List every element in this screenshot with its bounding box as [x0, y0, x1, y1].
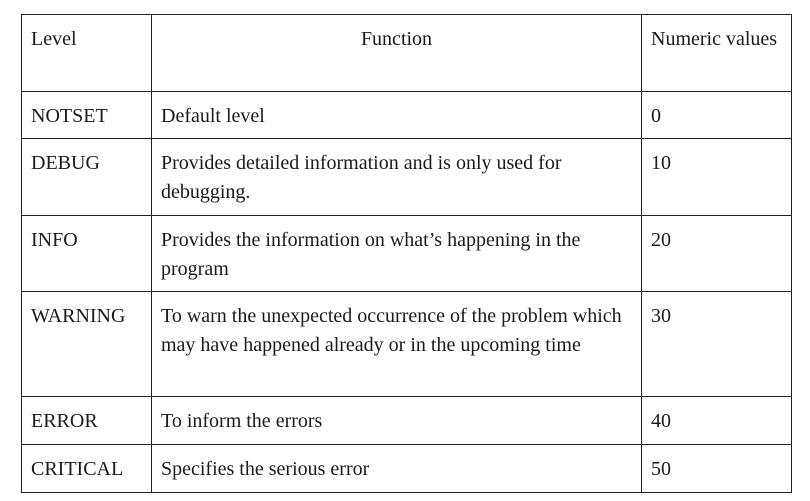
value-cell: 40 [642, 397, 792, 445]
function-cell: Provides the information on what’s happening in the program [152, 216, 642, 292]
table-row [22, 292, 792, 397]
table-row [22, 397, 792, 445]
function-cell: To warn the unexpected occurrence of the problem which may have happened already or in the upcoming time [152, 292, 642, 397]
level-cell: NOTSET [22, 92, 152, 139]
level-cell: ERROR [22, 397, 152, 445]
table-row [22, 139, 792, 216]
table-row [22, 92, 792, 139]
level-cell: INFO [22, 216, 152, 292]
function-cell: Default level [152, 92, 642, 139]
value-cell: 0 [642, 92, 792, 139]
header-level: Level [22, 15, 152, 92]
table-row [22, 445, 792, 493]
value-cell: 50 [642, 445, 792, 493]
level-cell: DEBUG [22, 139, 152, 216]
function-cell: Provides detailed information and is only used for debugging. [152, 139, 642, 216]
function-cell: Specifies the serious error [152, 445, 642, 493]
header-function: Function [152, 15, 642, 92]
level-cell: CRITICAL [22, 445, 152, 493]
value-cell: 30 [642, 292, 792, 397]
table-header-row [22, 15, 792, 92]
logging-levels-table [21, 14, 792, 493]
table-row [22, 216, 792, 292]
function-cell: To inform the errors [152, 397, 642, 445]
level-cell: WARNING [22, 292, 152, 397]
header-numeric-values: Numeric values [642, 15, 792, 92]
value-cell: 20 [642, 216, 792, 292]
value-cell: 10 [642, 139, 792, 216]
